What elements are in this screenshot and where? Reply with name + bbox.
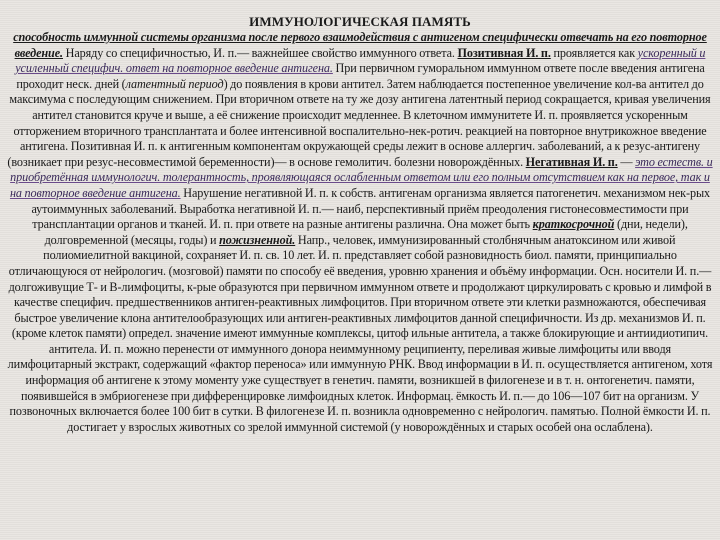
- positive-memory-definition-link[interactable]: ускоренный и усиленный специфич. ответ на повторное введение антигена.: [15, 45, 706, 76]
- positive-memory-term: Позитивная И. п.: [457, 45, 551, 60]
- body-segment: Наряду со специфичностью, И. п.— важнейшее свойство иммунного ответа.: [62, 45, 458, 60]
- body-segment: Нарушение негативной И. п. к собств. антигенам организма является патогенетич. механизмом нек-рых аутоиммунных заболеваний. Выработка негативной И. п.— наиб, перспективный приём преодоления гистонесовместимости при трансплантации органов и тканей. И. п. при ответе на разные антигены различна. Она может быть: [31, 185, 711, 232]
- body-segment: Напр., человек, иммунизированный столбнячным анатоксином или живой полиомиелитной вакциной, сохраняет И. п. св. 10 лет. И. п. представляет собой разновидность биол. памяти, принципиально отличающуюся от нейрологич. (мозговой) памяти по способу её введения, уровню хранения и объёму информации. Осн. носители И. п.— долгоживущие Т- и В-лимфоциты, к-рые образуются при первичном иммунном ответе и продолжают циркулировать с кровью и лимфой в качестве специфич. предшественников антиген-реактивных лимфоцитов. При вторичном ответе эти клетки размножаются, обеспечивая быстрое увеличение клона антителообразующих или антиген-реактивных лимфоцитов данной специфичности. Из др. механизмов И. п. (кроме клеток памяти) определ. значение имеют иммунные комплексы, цитоф ильные антитела, а также блокирующие и антиидиотипич. антитела. И. п. можно перенести от иммунного донора неиммунному реципиенту, переливая живые лимфоциты или вводя лимфоцитарный экстракт, содержащий «фактор переноса» или иммунную РНК. Ввод информации в И. п. осуществляется антигеном, хотя информация об антигене к этому моменту уже существует в генетич. памяти, возникшей в филогенезе и в т. н. онтогенетич. памяти, появившейся в эмбриогенезе при дифференцировке лимфоидных клеток. Информац. ёмкость И. п.— до 106—107 бит на организм. У позвоночных включается более 100 бит в сутки. В филогенезе И. п. возникла одновременно с нейрологич. памятью. Полной ёмкости И. п. достигает у взрослых животных со зрелой иммунной системой (у новорождённых и старых особей она ослаблена).: [7, 232, 713, 434]
- short-term-term: краткосрочной: [532, 217, 615, 232]
- body-segment: проявляется как: [550, 45, 638, 60]
- body-segment: ) до появления в крови антител. Затем наблюдается постепенное увеличение кол-ва антител до максимума с последующим снижением. При вторичном ответе на ту же дозу антигена латентный период сокращается, кривая увеличения антител становится круче и выше, а её снижение происходит медленнее. В клеточном иммунитете И. п. проявляется ускоренным отторжением вторичного трансплантата и более интенсивной воспалительно-нек-ротич. реакцией на повторное внутрикожное введение антигена. Позитивная И. п. к антигенным компонентам окружающей среды лежит в основе аллергич. заболеваний, а к резус-антигену (возникает при резус-несовместимой беременности)— в основе гемолитич. болезни новорождённых.: [7, 76, 711, 169]
- article-body: [6, 30, 714, 435]
- body-segment: —: [617, 154, 636, 169]
- body-segment: При первичном гуморальном иммунном ответе после введения антигена проходит неск. дней (: [16, 61, 705, 91]
- definition-text: способность иммунной системы организма после первого взаимодействия с антигеном специфически отвечать на его повторное введение.: [13, 30, 707, 60]
- negative-memory-term: Негативная И. п.: [525, 154, 618, 169]
- negative-memory-definition-link[interactable]: это естеств. и приобретённая иммунологич. толерантность, проявляющаяся ослабленным ответом или его полным отсутствием как на первое, так и на повторное введение антигена.: [9, 154, 713, 200]
- page-title: ИММУНОЛОГИЧЕСКАЯ ПАМЯТЬ: [249, 14, 471, 29]
- latent-period-term: латентный период: [125, 76, 224, 91]
- body-segment: (дни, недели), долговременной (месяцы, годы) и: [44, 217, 688, 247]
- lifelong-term: пожизненной.: [219, 232, 296, 247]
